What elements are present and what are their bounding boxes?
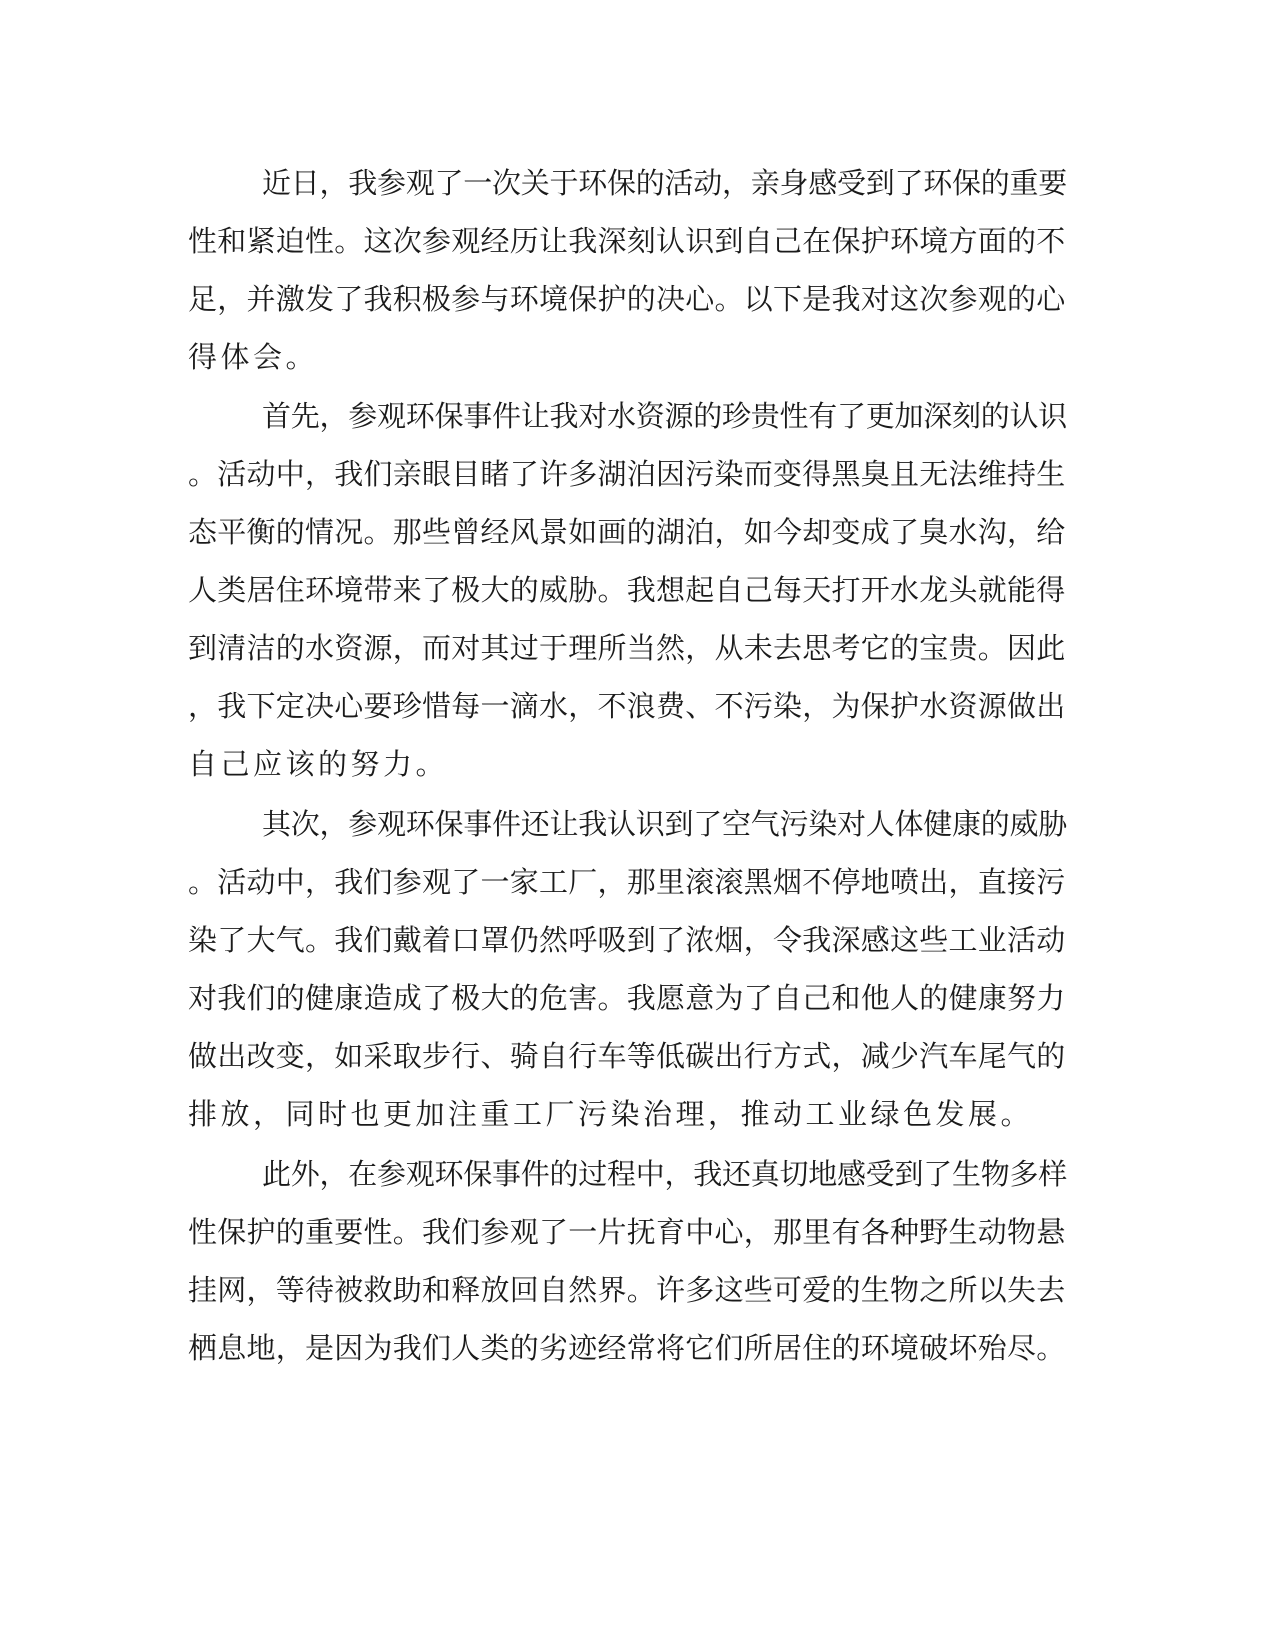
paragraph-3-line-6: 排放，同时也更加注重工厂污染治理，推动工业绿色发展。 — [188, 1097, 1034, 1131]
paragraph-2-line-5: 到清洁的水资源，而对其过于理所当然，从未去思考它的宝贵。因此 — [188, 631, 1066, 665]
paragraph-3-line-5: 做出改变，如采取步行、骑自行车等低碳出行方式，减少汽车尾气的 — [188, 1039, 1066, 1073]
paragraph-2-line-6: ，我下定决心要珍惜每一滴水，不浪费、不污染，为保护水资源做出 — [188, 689, 1066, 723]
paragraph-2-line-4: 人类居住环境带来了极大的威胁。我想起自己每天打开水龙头就能得 — [188, 573, 1066, 607]
paragraph-2-line-1: 首先，参观环保事件让我对水资源的珍贵性有了更加深刻的认识 — [262, 399, 1068, 433]
paragraph-1-line-4: 得体会。 — [188, 340, 319, 374]
paragraph-1-line-2: 性和紧迫性。这次参观经历让我深刻认识到自己在保护环境方面的不 — [188, 224, 1066, 258]
paragraph-3-line-2: 。活动中，我们参观了一家工厂，那里滚滚黑烟不停地喷出，直接污 — [188, 865, 1066, 899]
paragraph-1-line-1: 近日，我参观了一次关于环保的活动，亲身感受到了环保的重要 — [262, 166, 1068, 200]
paragraph-3-line-3: 染了大气。我们戴着口罩仍然呼吸到了浓烟，令我深感这些工业活动 — [188, 923, 1066, 957]
paragraph-4-line-4: 栖息地，是因为我们人类的劣迹经常将它们所居住的环境破坏殆尽。 — [188, 1331, 1066, 1365]
paragraph-2-line-7: 自己应该的努力。 — [188, 747, 449, 781]
paragraph-1-line-3: 足，并激发了我积极参与环境保护的决心。以下是我对这次参观的心 — [188, 282, 1066, 316]
paragraph-3-line-4: 对我们的健康造成了极大的危害。我愿意为了自己和他人的健康努力 — [188, 981, 1066, 1015]
paragraph-2-line-2: 。活动中，我们亲眼目睹了许多湖泊因污染而变得黑臭且无法维持生 — [188, 457, 1066, 491]
paragraph-3-line-1: 其次，参观环保事件还让我认识到了空气污染对人体健康的威胁 — [262, 807, 1068, 841]
paragraph-2-line-3: 态平衡的情况。那些曾经风景如画的湖泊，如今却变成了臭水沟，给 — [188, 515, 1066, 549]
paragraph-4-line-2: 性保护的重要性。我们参观了一片抚育中心，那里有各种野生动物悬 — [188, 1215, 1066, 1249]
paragraph-4-line-3: 挂网，等待被救助和释放回自然界。许多这些可爱的生物之所以失去 — [188, 1273, 1066, 1307]
paragraph-4-line-1: 此外，在参观环保事件的过程中，我还真切地感受到了生物多样 — [262, 1157, 1068, 1191]
